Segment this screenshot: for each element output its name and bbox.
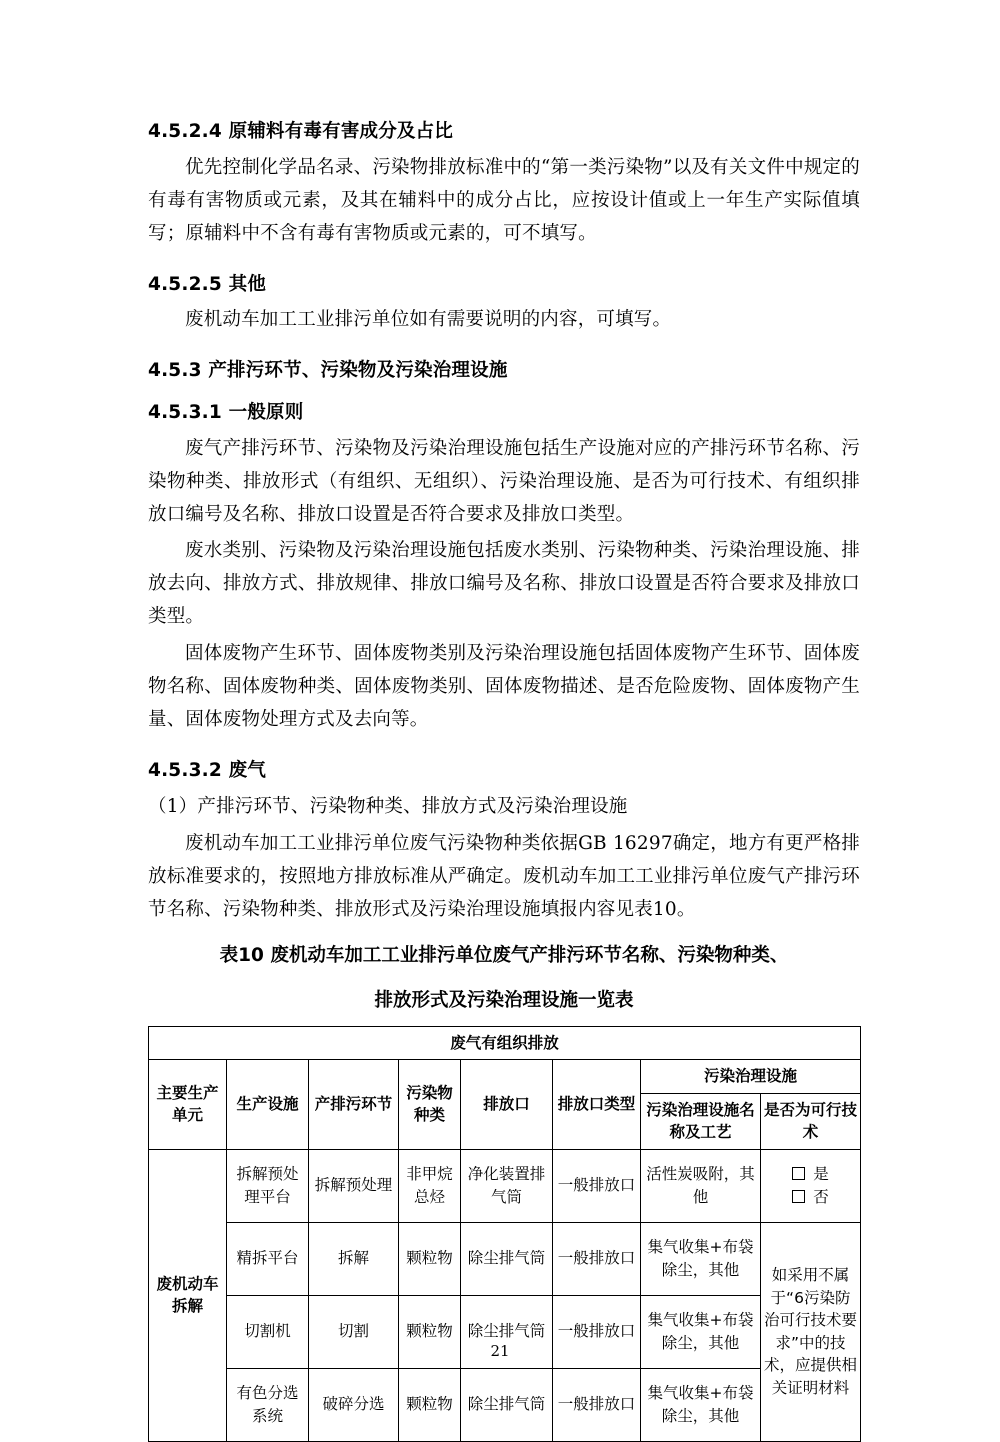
table-banner: 废气有组织排放: [149, 1026, 861, 1059]
checkbox-icon[interactable]: [792, 1167, 805, 1180]
paragraph-4-5-3-1-2: 废水类别、污染物及污染治理设施包括废水类别、污染物种类、污染治理设施、排放去向、排放方式、排放规律、排放口编号及名称、排放口设置是否符合要求及排放口类型。: [148, 540, 860, 628]
page-number: 21: [490, 1342, 510, 1360]
cell-outlet-1: 净化装置排气筒: [461, 1149, 553, 1222]
cell-outlet-4: 除尘排气筒: [461, 1368, 553, 1441]
table-banner-row: [149, 1026, 861, 1059]
header-outlet: 排放口: [461, 1060, 553, 1149]
cell-feasible-1: [761, 1149, 861, 1222]
header-feasible-tech: 是否为可行技术: [761, 1093, 861, 1149]
feasible-option-no: 否: [764, 1186, 857, 1208]
cell-node-3: 切割: [309, 1295, 399, 1368]
cell-outlet-type-3: 一般排放口: [553, 1295, 641, 1368]
cell-pollutant-1: 非甲烷总烃: [399, 1149, 461, 1222]
header-treatment-group: 污染治理设施: [641, 1060, 861, 1093]
cell-treatment-3: 集气收集+布袋除尘，其他: [641, 1295, 761, 1368]
paragraph-4-5-2-4-1: 优先控制化学品名录、污染物排放标准中的“第一类污染物”以及有关文件中规定的有毒有害物质或元素，及其在辅料中的成分占比，应按设计值或上一年生产实际值填写；原辅料中不含有毒有害物质或元素的，可不填写。: [148, 156, 860, 244]
cell-node-4: 破碎分选: [309, 1368, 399, 1441]
cell-treatment-1: 活性炭吸附，其他: [641, 1149, 761, 1222]
feasible-option-yes: 是: [764, 1163, 857, 1185]
heading-4-5-3: 4.5.3 产排污环节、污染物及污染治理设施: [148, 360, 508, 382]
header-production-facility: 生产设施: [227, 1060, 309, 1149]
cell-treatment-2: 集气收集+布袋除尘，其他: [641, 1222, 761, 1295]
table-title-line2: 排放形式及污染治理设施一览表: [374, 990, 634, 1012]
header-outlet-type: 排放口类型: [553, 1060, 641, 1149]
cell-outlet-2: 除尘排气筒: [461, 1222, 553, 1295]
header-treatment-name: 污染治理设施名称及工艺: [641, 1093, 761, 1149]
cell-outlet-type-2: 一般排放口: [553, 1222, 641, 1295]
table-title-line1: 表10 废机动车加工工业排污单位废气产排污环节名称、污染物种类、: [219, 945, 789, 967]
cell-treatment-4: 集气收集+布袋除尘，其他: [641, 1368, 761, 1441]
cell-outlet-type-1: 一般排放口: [553, 1149, 641, 1222]
cell-main-unit: 废机动车拆解: [149, 1149, 227, 1441]
heading-4-5-3-1: 4.5.3.1 一般原则: [148, 401, 304, 423]
table-row: [149, 1368, 861, 1441]
paragraph-4-5-3-1-3: 固体废物产生环节、固体废物类别及污染治理设施包括固体废物产生环节、固体废物名称、固体废物种类、固体废物类别、固体废物描述、是否危险废物、固体废物产生量、固体废物处理方式及去向等。: [148, 643, 860, 731]
cell-facility-1: 拆解预处理平台: [227, 1149, 309, 1222]
table-header-row-1: [149, 1060, 861, 1093]
cell-outlet-3: 除尘排气筒: [461, 1295, 553, 1368]
header-emission-node: 产排污环节: [309, 1060, 399, 1149]
cell-node-2: 拆解: [309, 1222, 399, 1295]
heading-4-5-2-4: 4.5.2.4 原辅料有毒有害成分及占比: [148, 121, 454, 142]
table-row: [149, 1222, 861, 1295]
heading-4-5-3-2: 4.5.3.2 废气: [148, 759, 267, 781]
header-pollutant-type: 污染物种类: [399, 1060, 461, 1149]
cell-facility-3: 切割机: [227, 1295, 309, 1368]
waste-gas-table: [148, 1026, 861, 1442]
header-main-unit: 主要生产单元: [149, 1060, 227, 1149]
paragraph-4-5-3-1-1: 废气产排污环节、污染物及污染治理设施包括生产设施对应的产排污环节名称、污染物种类、排放形式（有组织、无组织）、污染治理设施、是否为可行技术、有组织排放口编号及名称、排放口设置是否符合要求及排放口类型。: [148, 437, 860, 525]
cell-node-1: 拆解预处理: [309, 1149, 399, 1222]
cell-outlet-type-4: 一般排放口: [553, 1368, 641, 1441]
cell-facility-2: 精拆平台: [227, 1222, 309, 1295]
table-row: [149, 1149, 861, 1222]
cell-pollutant-2: 颗粒物: [399, 1222, 461, 1295]
checkbox-icon[interactable]: [792, 1190, 805, 1203]
paragraph-4-5-3-2-1: 废机动车加工工业排污单位废气污染物种类依据GB 16297确定，地方有更严格排放标准要求的，按照地方排放标准从严确定。废机动车加工工业排污单位废气产排污环节名称、污染物种类、排放形式及污染治理设施填报内容见表10。: [148, 832, 860, 920]
subheading-4-5-3-2-1: （1）产排污环节、污染物种类、排放方式及污染治理设施: [148, 795, 628, 817]
cell-feasible-note: 如采用不属于“6污染防治可行技术要求”中的技术，应提供相关证明材料: [761, 1222, 861, 1441]
paragraph-4-5-2-5-1: 废机动车加工工业排污单位如有需要说明的内容，可填写。: [185, 309, 672, 331]
heading-4-5-2-5: 4.5.2.5 其他: [148, 273, 267, 295]
cell-facility-4: 有色分选系统: [227, 1368, 309, 1441]
cell-pollutant-3: 颗粒物: [399, 1295, 461, 1368]
cell-pollutant-4: 颗粒物: [399, 1368, 461, 1441]
